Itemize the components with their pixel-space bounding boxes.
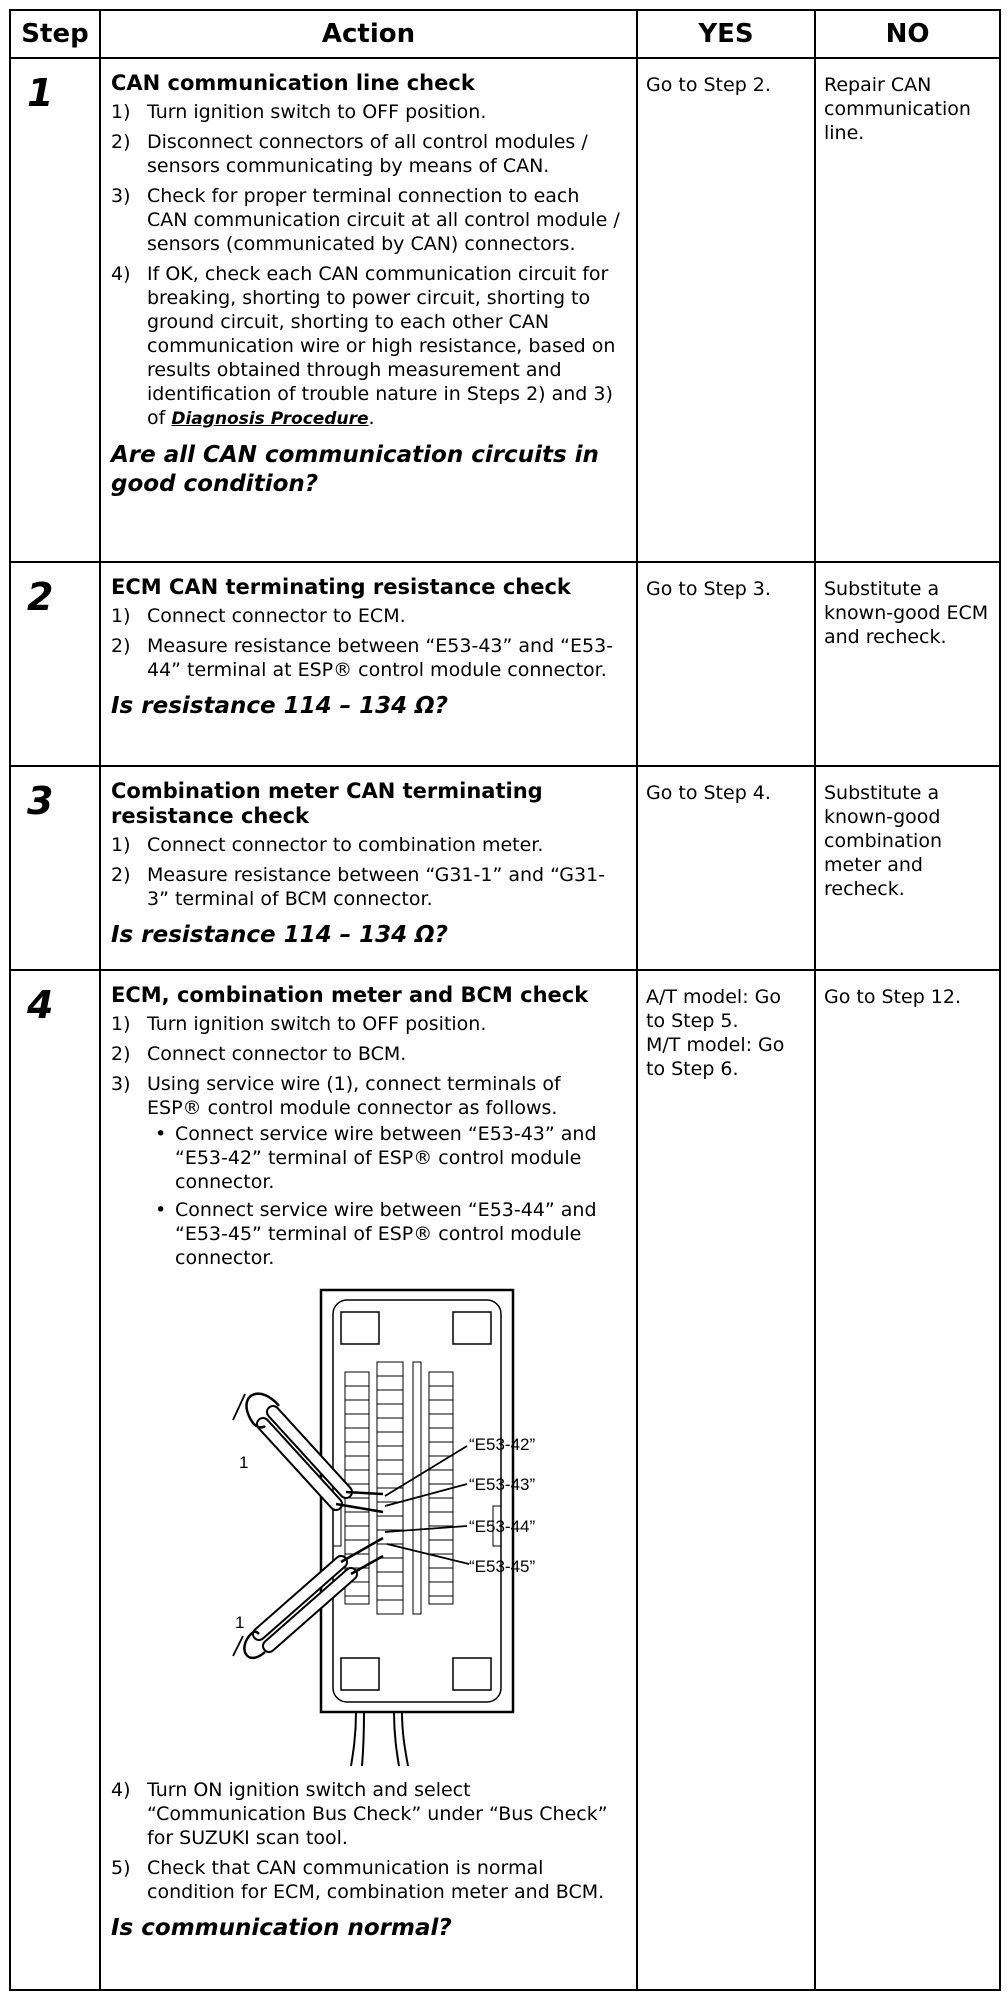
terminal-label-e53-43: “E53-43” [469, 1475, 536, 1494]
diagnosis-table [9, 9, 1001, 1991]
procedure-list [111, 604, 620, 682]
connector-housing [321, 1290, 513, 1712]
connector-diagram [151, 1276, 571, 1766]
list-item: 1) Turn ignition switch to OFF position. [111, 101, 487, 123]
bullet-item: • Connect service wire between “E53-43” and “E53-42” terminal of ESP® control module connector. [147, 1122, 620, 1194]
step-number: 2 [10, 562, 100, 766]
table-row-step-4 [10, 970, 1000, 1990]
list-item: 5) Check that CAN communication is normal condition for ECM, combination meter and BCM. [111, 1857, 605, 1903]
no-cell: Substitute a known-good combination meter and recheck. [815, 766, 1000, 970]
no-cell: Go to Step 12. [815, 970, 1000, 1990]
bullet-item: • Connect service wire between “E53-44” and “E53-45” terminal of ESP® control module connector. [147, 1198, 620, 1270]
yes-cell [637, 970, 815, 1990]
table-row-step-3 [10, 766, 1000, 970]
header-no: NO [815, 10, 1000, 58]
terminal-label-e53-44: “E53-44” [469, 1517, 536, 1536]
check-question: Are all CAN communication circuits in good condition? [111, 442, 599, 497]
yes-cell: Go to Step 2. [637, 58, 815, 562]
step-title: ECM, combination meter and BCM check [111, 983, 589, 1007]
check-question: Is communication normal? [111, 1915, 452, 1941]
action-cell [100, 766, 637, 970]
check-question: Is resistance 114 – 134 Ω? [111, 922, 449, 948]
terminal-label-e53-45: “E53-45” [469, 1557, 536, 1576]
table-row-step-1 [10, 58, 1000, 562]
action-cell [100, 58, 637, 562]
list-item: 1) Connect connector to combination meter. [111, 834, 544, 856]
list-item: 2) Measure resistance between “E53-43” and “E53-44” terminal at ESP® control module connector. [111, 635, 614, 681]
yes-at-model: A/T model: Go to Step 5. [646, 986, 781, 1032]
bullet-list [147, 1122, 620, 1270]
header-action: Action [100, 10, 637, 58]
procedure-list [111, 100, 620, 431]
header-yes: YES [637, 10, 815, 58]
wire-label-upper: 1 [239, 1453, 249, 1472]
list-item: 3) Check for proper terminal connection to each CAN communication circuit at all control module / sensors (communicated by CAN) connectors. [111, 185, 620, 255]
harness-wires [351, 1712, 408, 1766]
procedure-list [111, 1778, 620, 1904]
list-item: 2) Measure resistance between “G31-1” and “G31-3” terminal of BCM connector. [111, 864, 606, 910]
step-number: 1 [10, 58, 100, 562]
step-number: 3 [10, 766, 100, 970]
step-title: CAN communication line check [111, 71, 475, 95]
table-header-row [10, 10, 1000, 58]
list-item: 1) Connect connector to ECM. [111, 605, 406, 627]
procedure-list [111, 833, 620, 911]
step-title: Combination meter CAN terminating resistance check [111, 779, 543, 828]
list-item: 1) Turn ignition switch to OFF position. [111, 1013, 487, 1035]
list-item: 2) Disconnect connectors of all control modules / sensors communicating by means of CAN. [111, 131, 588, 177]
step-title: ECM CAN terminating resistance check [111, 575, 571, 599]
no-cell: Repair CAN communication line. [815, 58, 1000, 562]
diagnosis-procedure-link[interactable]: Diagnosis Procedure [171, 409, 369, 429]
yes-mt-model: M/T model: Go to Step 6. [646, 1034, 785, 1080]
list-item: 2) Connect connector to BCM. [111, 1043, 407, 1065]
procedure-list [111, 1012, 620, 1270]
yes-cell: Go to Step 3. [637, 562, 815, 766]
list-item: 4) Turn ON ignition switch and select “Communication Bus Check” under “Bus Check” for SUZUKI scan tool. [111, 1779, 608, 1849]
header-step: Step [10, 10, 100, 58]
no-cell: Substitute a known-good ECM and recheck. [815, 562, 1000, 766]
action-cell [100, 970, 637, 1990]
terminal-label-e53-42: “E53-42” [469, 1435, 536, 1454]
yes-cell: Go to Step 4. [637, 766, 815, 970]
check-question: Is resistance 114 – 134 Ω? [111, 693, 449, 719]
list-item: 4) If OK, check each CAN communication circuit for breaking, shorting to power circuit, shorting to ground circuit, shorting to each other CAN communication wire or high resistance, based on results obtained through measurement and identification of trouble nature in Steps 2) and 3) of Diagnosis Procedure. [111, 263, 616, 429]
action-cell [100, 562, 637, 766]
wire-label-lower: 1 [235, 1613, 245, 1632]
connector-diagram-svg [151, 1276, 571, 1766]
step-number: 4 [10, 970, 100, 1990]
list-item: 3) Using service wire (1), connect terminals of ESP® control module connector as follows. • Connect service wire between “E53-43” and “E53-42” terminal of ESP® control module connector. • Connect service wire between “E53-44” and “E53-45” terminal of ESP® control module connector. [111, 1072, 620, 1270]
table-row-step-2 [10, 562, 1000, 766]
